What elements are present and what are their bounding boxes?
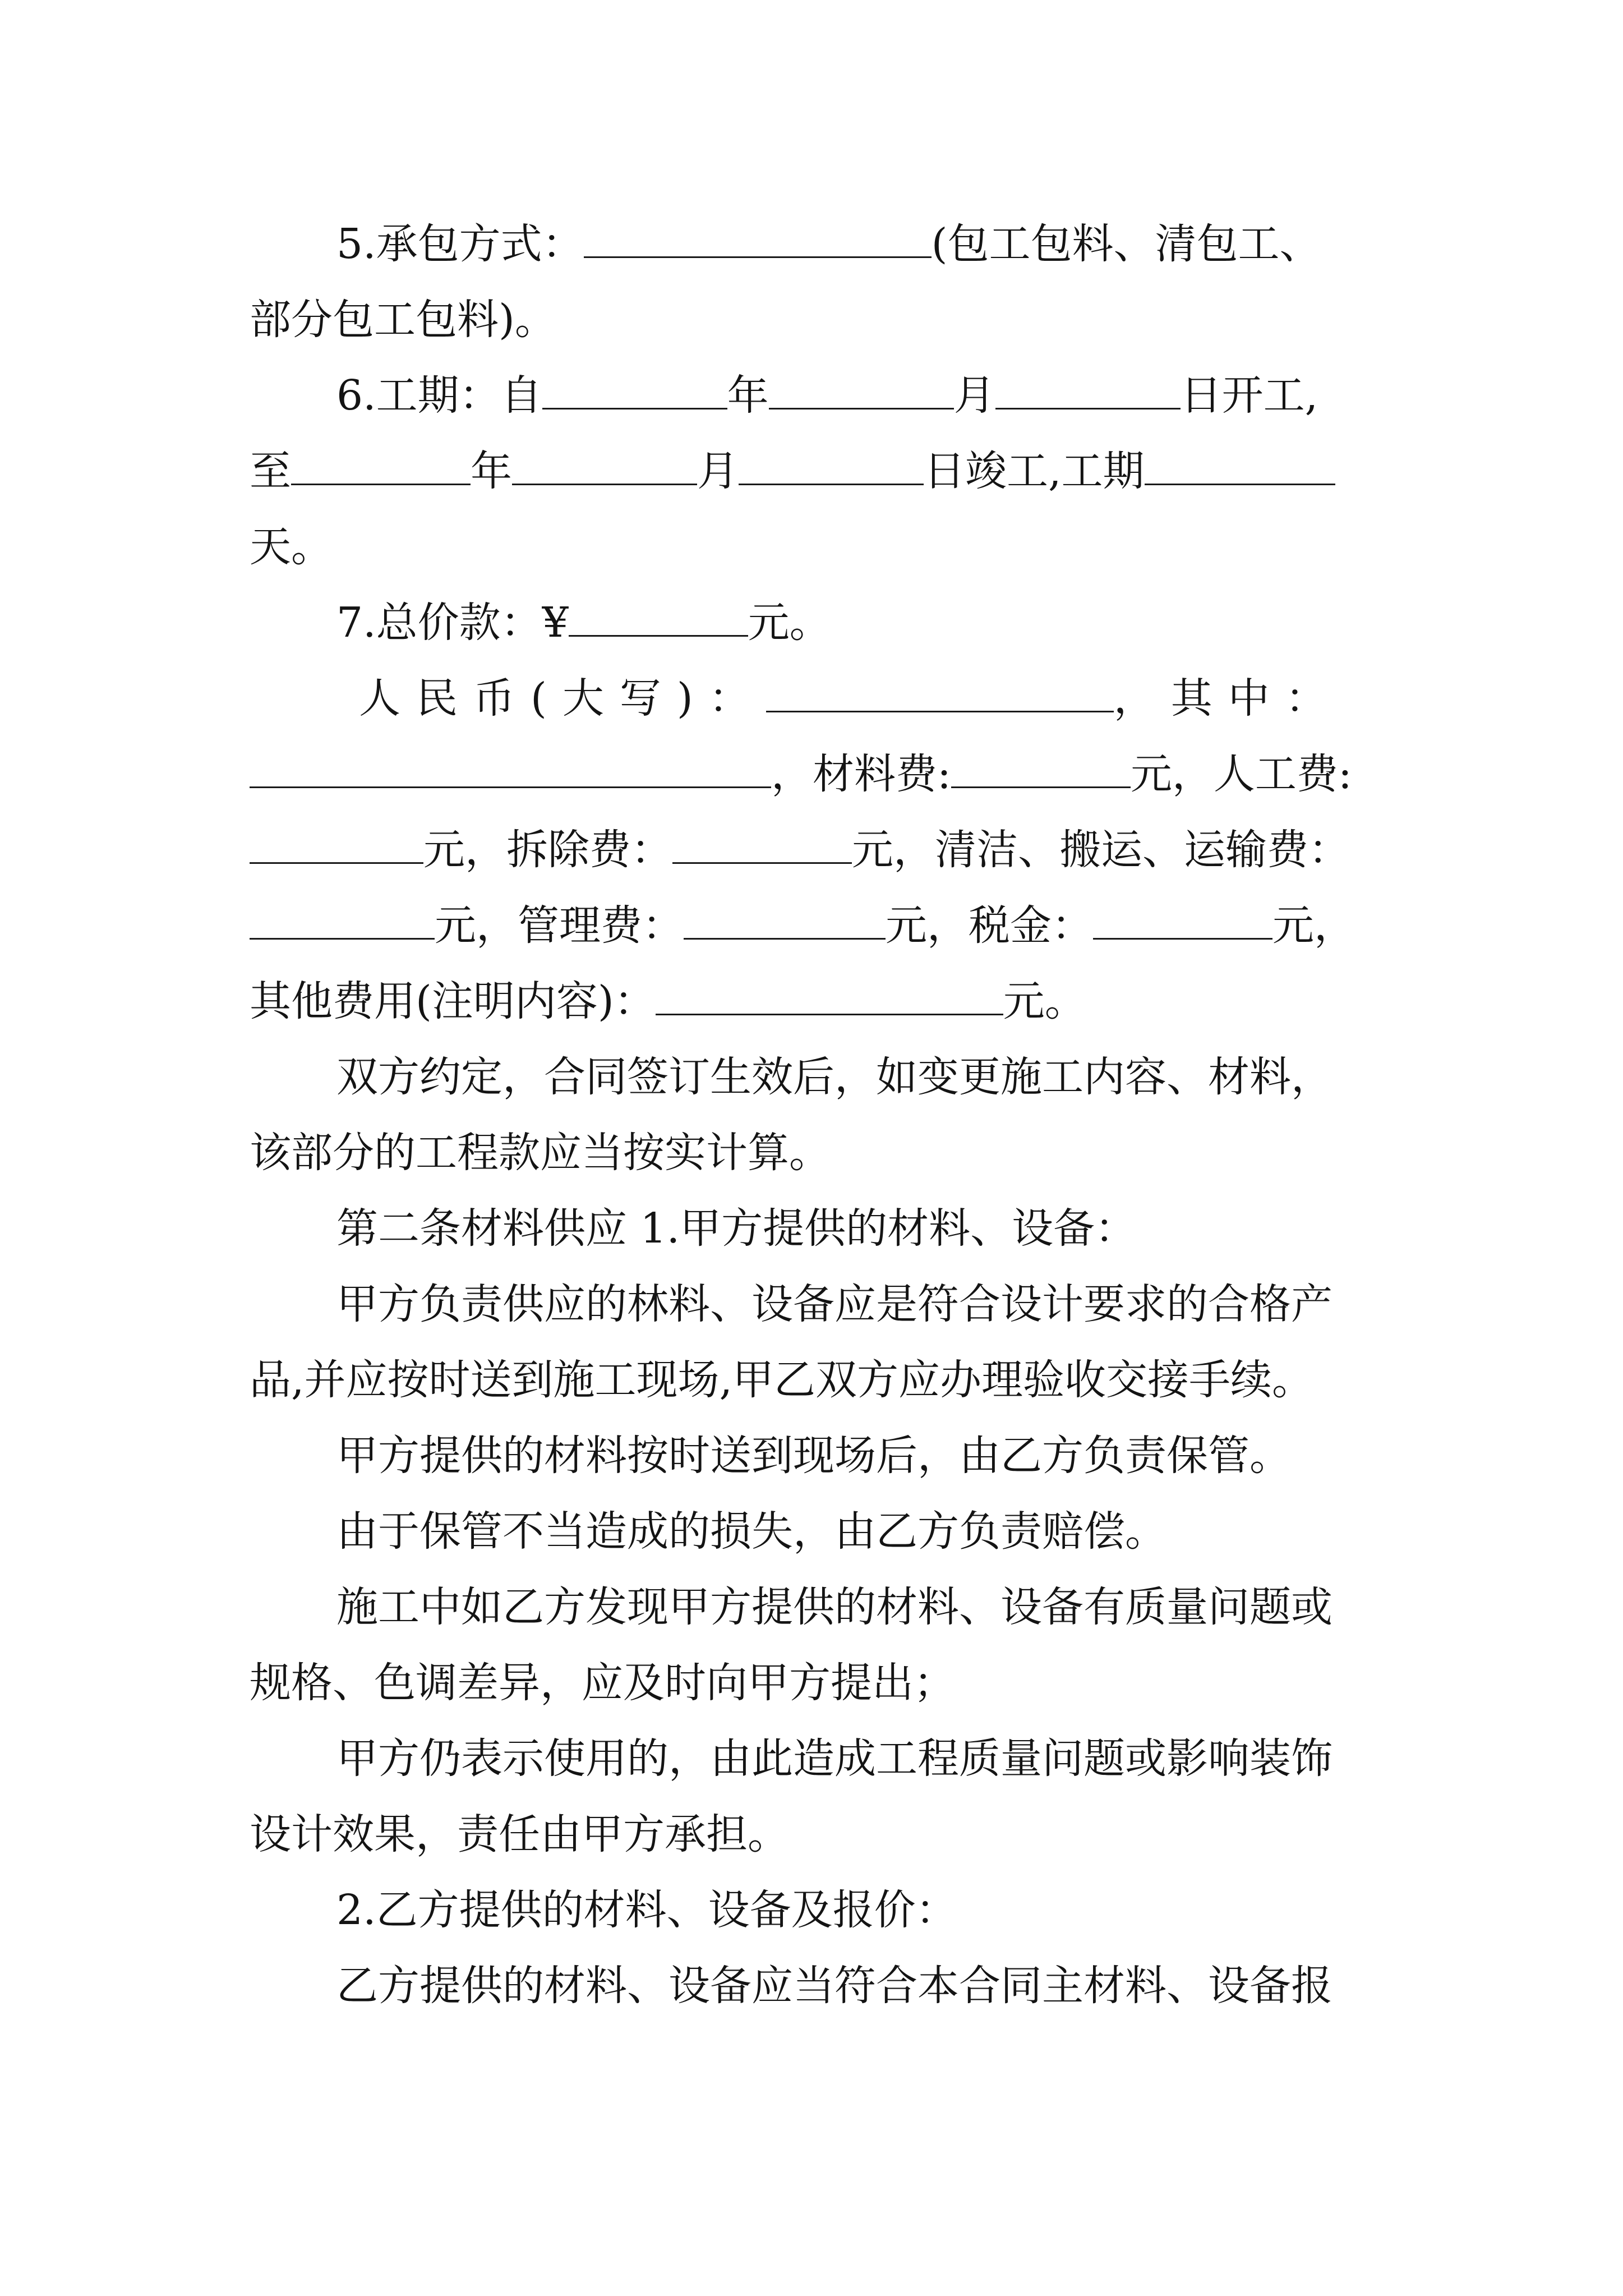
month-label: 月 [697, 447, 739, 495]
tax-label: 元，税金： [886, 901, 1093, 950]
start-year-blank [542, 369, 727, 409]
yuan-label: 元。 [1003, 977, 1086, 1025]
month-label: 月 [953, 371, 995, 420]
responsibility-line-2: 设计效果，责任由甲方承担。 [250, 1810, 789, 1858]
including-label: ，其中： [1113, 674, 1343, 723]
clause-7-total-price [336, 589, 1391, 656]
end-day-blank [739, 444, 924, 485]
yuan-label: 元， [1272, 901, 1355, 950]
breakdown-blank [250, 747, 771, 788]
year-label: 年 [727, 371, 769, 420]
rmb-uppercase-line [359, 665, 1368, 732]
tax-blank [1093, 899, 1272, 940]
demolition-fee-line [250, 816, 1391, 884]
clause-5-contract-mode [336, 210, 1391, 278]
agreement-paragraph-line-2: 该部分的工程款应当按实计算。 [250, 1129, 831, 1177]
completion-label: 日竣工,工期 [924, 447, 1145, 495]
article-2-heading: 第二条材料供应 1.甲方提供的材料、设备： [336, 1204, 1137, 1253]
other-fees-blank [656, 974, 1003, 1015]
material-fee-blank [951, 747, 1131, 788]
responsibility-line-1: 甲方仍表示使用的，由此造成工程质量问题或影响装饰 [336, 1734, 1332, 1783]
rmb-uppercase-blank [766, 671, 1114, 712]
transport-fee-blank [250, 899, 435, 940]
labor-fee-label: 元，人工费: [1130, 750, 1352, 798]
clause-5-options: (包工包料、清包工、 [931, 220, 1321, 268]
clause-6-start-date [336, 362, 1391, 429]
labor-fee-blank [250, 823, 423, 864]
demolition-fee-blank [672, 823, 852, 864]
cleaning-transport-fee-label: 元，清洁、搬运、运输费： [852, 826, 1350, 874]
start-label: 日开工, [1180, 371, 1318, 420]
agreement-paragraph-line-1: 双方约定，合同签订生效后，如变更施工内容、材料， [336, 1053, 1332, 1101]
end-year-blank [291, 444, 471, 485]
party-b-materials-line-1: 乙方提供的材料、设备应当符合本合同主材料、设备报 [336, 1962, 1332, 2010]
rmb-uppercase-label: 人民币(大写)： [359, 674, 766, 723]
quality-issue-line-2: 规格、色调差异，应及时向甲方提出； [250, 1659, 955, 1707]
material-supply-line-1: 甲方负责供应的林料、设备应是符合设计要求的合格产 [336, 1280, 1332, 1328]
demolition-fee-label: 元，拆除费： [423, 826, 672, 874]
year-label: 年 [471, 447, 512, 495]
clause-7-label: 7.总价款：¥ [336, 599, 569, 647]
clause-6-label: 6.工期：自 [336, 371, 542, 420]
material-fee-label: ，材料费: [771, 750, 951, 798]
clause-5-label: 5.承包方式： [336, 220, 584, 268]
party-b-materials-heading: 2.乙方提供的材料、设备及报价： [336, 1886, 957, 1934]
total-price-blank [569, 596, 748, 637]
other-fees-label: 其他费用(注明内容)： [250, 977, 656, 1025]
material-fee-line [250, 740, 1391, 808]
material-supply-line-2: 品,并应按时送到施工现场,甲乙双方应办理验收交接手续。 [250, 1356, 1314, 1404]
clause-5-continuation: 部分包工包料)。 [250, 296, 556, 344]
loss-compensation-line: 由于保管不当造成的损失，由乙方负责赔偿。 [336, 1507, 1166, 1556]
management-fee-label: 元，管理费： [435, 901, 684, 950]
end-month-blank [512, 444, 697, 485]
clause-6-end-date [250, 438, 1391, 505]
clause-6-days: 天。 [250, 523, 333, 571]
yuan-label: 元。 [748, 599, 831, 647]
contract-mode-blank [584, 217, 932, 258]
management-tax-line [250, 892, 1391, 959]
quality-issue-line-1: 施工中如乙方发现甲方提供的材料、设备有质量问题或 [336, 1583, 1332, 1631]
other-fees-line [250, 968, 1391, 1035]
start-day-blank [995, 369, 1181, 409]
to-label: 至 [250, 447, 291, 495]
management-fee-blank [684, 899, 886, 940]
duration-days-blank [1145, 444, 1335, 485]
start-month-blank [769, 369, 954, 409]
material-custody-line: 甲方提供的材料按时送到现场后，由乙方负责保管。 [336, 1432, 1291, 1480]
